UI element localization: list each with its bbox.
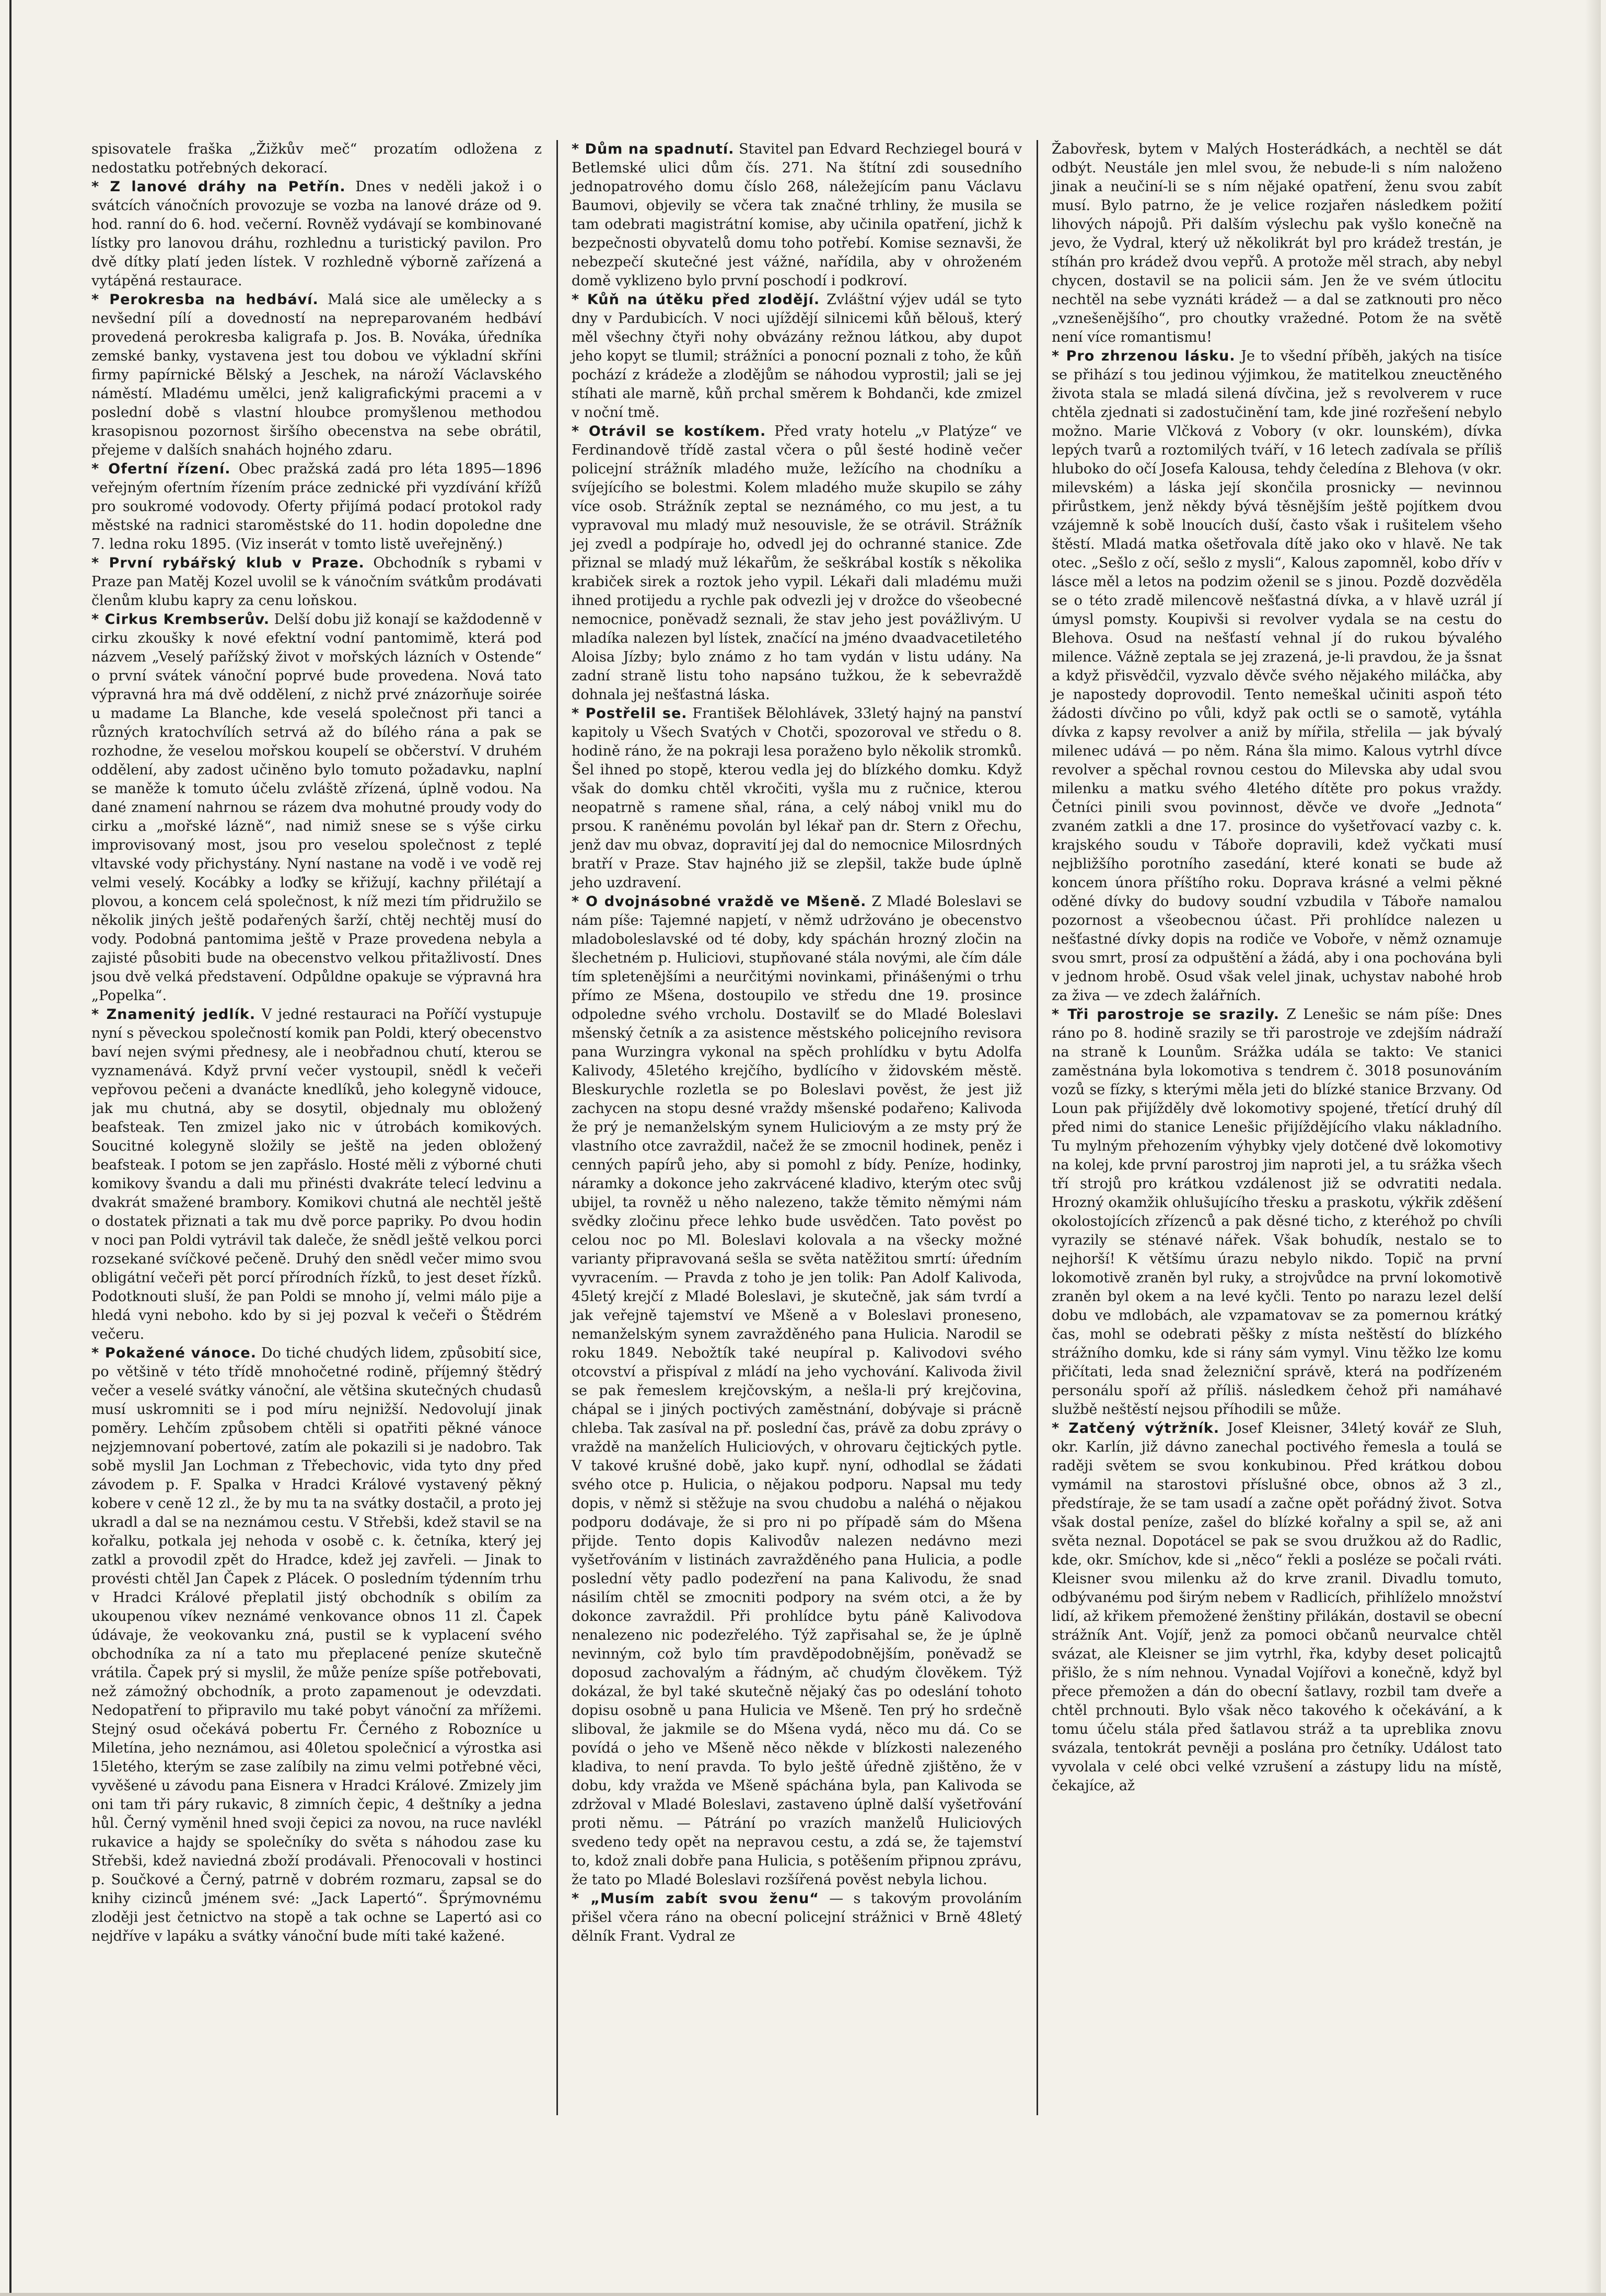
article-paragraph	[1052, 1419, 1502, 1795]
article-paragraph	[1052, 347, 1502, 1005]
article-paragraph	[91, 178, 542, 291]
article-text: Do tiché chudých lidem, způsobití sice, po většině v této třídě mnohočetné rodině, příjemný štědrý večer a veselé svátky vánoční, ale většina skutečných chudasů musí uskromniti se i pod míru nejnižší. Nedovolují jinak poměry. Lehčím způsobem chtěli si opatřiti pěkné vánoce nejzjemnovaní pobertové, zatím ale pokazili si je nadobro. Tak sobě myslil Jan Lochman z Třebechovic, vida tyto dny před závodem p. F. Spalka v Hradci Králové vystavený pěkný kobere v ceně 12 zl., že by mu ta na svátky dostačil, a proto jej ukradl a dal se na neznámou cestu. V Střebši, kdež stavil se na kořalku, potkala jej nehoda v osobě c. k. četníka, který jej zatkl a provodil zpět do Hradce, kdež jej zavřeli. — Jinak to provésti chtěl Jan Čapek z Plácek. O posledním týdenním trhu v Hradci Králové přeplatil jistý obchodník s obilím za ukoupenou víkev neznámé venkovance obnos 11 zl. Čapek údávaje, že veokovanku zná, pustil se k vyplacení svého obchodníka za ní a tato mu přeplacené peníze skutečně vrátila. Čapek prý si myslil, že může peníze spíše potřebovati, než zámožný obchodník, a proto zapamenout je odevzdati. Nedopatření to připravilo mu také pobyt vánoční za mřížemi. Stejný osud očekává pobertu Fr. Černého z Robozníce u Miletína, jeho neznámou, asi 40letou společnicí a výrostka asi 15letého, kterým se zase zalíbily na zimu velmi potřebné věci, vyvěšené u závodu pana Eisnera v Hradci Králové. Zmizely jim oni tam tři páry rukavic, 8 zimních čepic, 4 deštníky a jedna hůl. Černý vyměnil hned svoji čepici za novou, na ruce navlékl rukavice a hajdy se společníky do světa s náhodou zase ku Střebši, kdež naviedná zboží prodávali. Přenocovali v hostinci p. Součkové a Černý, patrně v dobrém rozmaru, zapsal se do knihy cizinců jménem své: „Jack Lapertó“. Šprýmovnému zloději jest četnictvo na stopě a tak ochne se Lapertó asi co nejdříve v lapáku a svátky vánoční bude míti také kažené.	[91, 1345, 542, 1944]
article-paragraph	[572, 704, 1022, 892]
article-heading: * Ofertní řízení.	[91, 461, 231, 477]
article-text: Josef Kleisner, 34letý kovář ze Sluh, okr. Karlín, již dávno zanechal poctivého řemesla a toulá se raději světem se svou konkubinou. Před krátkou dobou vymámil na starostovi příslušné obce, obnos až 3 zl., předstíraje, že se tam usadí a začne opět pořádný život. Sotva však dostal peníze, zašel do blízké kořalny a spil se, až ani světa neznal. Dopotácel se pak se svou družkou až do Radlic, kde, okr. Smíchov, kde si „něco“ řekli a posléze se počali rváti. Kleisner svou milenku až do krve zranil. Divadlu tomuto, odbývanému pod širým nebem v Radlicích, přihlíželo množství lidí, až křikem přemožené ženštiny přilákán, dostavil se obecní strážník Ant. Vojíř, jenž za pomoci občanů neurvalce chtěl svázat, ale Kleisner se jim vytrhl, řka, kdyby deset policajtů přišlo, že s ním nehnou. Vynadal Vojířovi a konečně, když byl přece přemožen a dán do obecní šatlavy, rozbil tam dveře a chtěl prchnouti. Bylo však něco takového k očekávání, a k tomu účelu stála před šatlavou stráž a ta upreblika znovu svázala, tentokrát pevněji a poslána pro četníky. Událost tato vyvolala v celé obci velké vzrušení a zástupy lidu na místě, čekajíce, až	[1052, 1420, 1502, 1794]
page-left-edge	[9, 0, 11, 2296]
article-heading: * Perokresba na hedbáví.	[91, 292, 319, 308]
article-heading: * Pokažené vánoce.	[91, 1345, 257, 1361]
text-columns	[91, 140, 1502, 2115]
article-heading: * Otrávil se kostíkem.	[572, 423, 766, 439]
article-text: Zvláštní výjev udál se tyto dny v Pardubicích. V noci ujíždějí silnicemi kůň bělouš, který měl všechny čtyři nohy obvázány režnou látkou, aby dupot jeho kopyt se tlumil; strážníci a ponocní poznali z toho, že kůň pochází z krádeže a zlodějům se náhodou vyprostil; jali se jej stíhati ale marně, kůň prchal směrem k Bohdanči, kde zmizel v noční tmě.	[572, 292, 1022, 421]
article-heading: * První rybářský klub v Praze.	[91, 555, 365, 571]
column-3	[1037, 140, 1502, 2115]
article-heading: * Zatčený výtržník.	[1052, 1420, 1220, 1436]
article-text: Obchodník s rybami v Praze pan Matěj Kozel uvolil se k vánočním svátkům prodávati členům klubu kapry za cenu loňskou.	[91, 555, 542, 609]
article-heading: * Postřelil se.	[572, 705, 688, 722]
article-paragraph	[91, 460, 542, 554]
article-paragraph	[572, 892, 1022, 1889]
article-text: Je to všední příběh, jakých na tisíce se přihází s tou jedinou výjimkou, že matitelkou zneuctěného života stala se mladá silená dívčina, jež s revolverem v ruce chtěla zjednati si zadostučinění tam, kde jiné rozřešení nebylo možno. Marie Vlčková z Vobory (v okr. lounském), dívka lepých tvarů a roztomilých tváří, v 16 letech zadívala se příliš hluboko do očí Josefa Kalousa, tehdy čeledína z Blehova (v okr. milevském) a láska její skončila prosnicky — nevinnou přirůstkem, jenž někdy bývá těsnějším ještě pojítkem dvou vzájemně k sobě lnoucích duší, často však i rušitelem všeho štěstí. Mladá matka ošetřovala dítě jako oko v hlavě. Ne tak otec. „Sešlo z očí, sešlo z mysli“, Kalous zapomněl, kobo dřív v lásce měl a letos na podzim oženil se s jinou. Pozdě dozvěděla se o této zradě milencově nešťastná dívka, a v hlavě uzrál jí úmysl pomsty. Koupivši si revolver vydala se na cestu do Blehova. Osud na nešťastí vehnal jí do rukou bývalého milence. Vážně zeptala se jej zrazená, je-li pravdou, že ja šsnat a když přisvědčil, vyzvalo děvče svého nějakého miláčka, aby je napostedy doprovodil. Tento nemeškal učiniti aspoň této žádosti dívčino po vůli, když pak octli se o samotě, vytáhla dívka z kapsy revolver a aniž by mířila, střelila — jak bývalý milenec udává — po něm. Rána šla mimo. Kalous vytrhl dívce revolver a spěchal rovnou cestou do Milevska aby udal svou milenku a matku svého 4letého dítěte pro pokus vraždy. Četníci pinili svou povinnost, děvče ve dvoře „Jednota“ zvaném zatkli a dne 17. prosince do vyšetřovací vazby c. k. krajského soudu v Táboře dopravili, kdež vyčkati musí nejbližšího porotního zasedání, které konati se bude až koncem února příštího roku. Doprava krásné a velmi pěkné oděné dívky do budovy soudní vzbudila v Táboře namalou pozornost a všeobecnou účast. Při prohlídce nalezen u nešťastné dívky dopis na rodiče ve Voboře, v němž oznamuje svou smrt, prosí za odpuštění a žádá, aby i ona pochována byli v jednom hrobě. Osud však velel jinak, uchystav nabohé hrob za živa — ve zdech žalářních.	[1052, 348, 1502, 1004]
column-1	[91, 140, 542, 2115]
article-text: spisovatele fraška „Žižkův meč“ prozatím odložena z nedostatku potřebných dekorací.	[91, 141, 542, 176]
article-text: Dnes v neděli jakož i o svátcích vánočních provozuje se vozba na lanové dráze od 9. hod. ranní do 6. hod. večerní. Rovněž vydávají se kombinované lístky pro lanovou dráhu, rozhlednu a turistický pavilon. Pro dvě dítky platí jeden lístek. V rozhledně výborně zařízená a vytápěná restaurace.	[91, 179, 542, 289]
article-text: Malá sice ale umělecky a s nevšední pílí a dovedností na nepreparovaném hedbáví provedená perokresba kaligrafa p. Jos. B. Nováka, úředníka zemské banky, vystavena jest tou dobou ve výkladní skříni firmy papírnické Bělský a Jeschek, na nároží Václavského náměstí. Mladému umělci, jenž kaligrafickými pracemi a v poslední době s vlastní hloubce promyšlenou methodou krasopisnou pozornost širšího obecenstva na sebe obrátil, přejeme v dalších snahách hojného zdaru.	[91, 292, 542, 458]
article-text: Z Lenešic se nám píše: Dnes ráno po 8. hodině srazily se tři parostroje ve zdejším nádraží na straně k Lounům. Srážka udála se takto: Ve stanici zaměstnána byla lokomotiva s tendrem č. 3018 posunováním vozů se fízky, s kterými měla jeti do blízké stanice Brzvany. Od Loun pak přijížděly dvě lokomotivy spojené, třetící druhý díl před nimi do stanice Lenešic přijíždějícího vlaku nákladního. Tu mylným přehozením výhybky vjely dotčené dvě lokomotivy na kolej, kde první parostroj jim naproti jel, a tu srážka všech tří strojů pro krátkou vzdálenost již se odvratiti nedala. Hrozný okamžik ohlušujícího třesku a praskotu, výkřik zděšení okolostojících zřízenců a pak děsné ticho, z kteréhož po chvíli vyrazily se sténavé nářek. Však bohudík, nestalo se to nejhorší! K většímu úrazu nebylo nikdo. Topič na první lokomotivě zraněn byl ruky, a strojvůdce na první lokomotivě zraněn byl okem a na levé kyčli. Tento po narazu lezel delší dobu ve mdlobách, ale vzpamatovav se za pomernou krátký čas, mohl se odebrati pěšky z místa neštěstí do blízkého strážního domku, kde si rány sám vymyl. Vinu těžko lze komu přičítati, leda snad železniční správě, která na podřízeném personálu spoří až příliš. následkem čehož při namáhavé službě neštěstí nejsou příhodili se může.	[1052, 1006, 1502, 1418]
article-text: Obec pražská zadá pro léta 1895—1896 veřejným ofertním řízením práce zednické při vyzdívání křížů pro soukromé vodovody. Oferty přijímá podací protokol rady městské na radnici staroměstské do 11. hodin dopoledne dne 7. ledna roku 1895. (Viz inserát v tomto listě uveřejněný.)	[91, 461, 542, 552]
article-paragraph	[91, 291, 542, 460]
article-text: — s takovým provoláním přišel včera ráno na obecní policejní strážnici v Brně 48letý dělník Frant. Vydral ze	[572, 1891, 1022, 1944]
page-right-edge	[1585, 0, 1601, 2296]
article-paragraph	[91, 140, 542, 178]
article-heading: * O dvojnásobné vraždě ve Mšeně.	[572, 894, 867, 910]
article-paragraph	[91, 610, 542, 1005]
article-paragraph	[91, 554, 542, 610]
article-paragraph	[572, 291, 1022, 422]
article-text: V jedné restauraci na Poříčí vystupuje nyní s pěveckou společností komik pan Poldi, který obecenstvo baví nejen svými přednesy, ale i neobřadnou chutí, kterou se vyznamenává. Když první večer vystoupil, snědl k večeři vepřovou pečeni a dvanácte knedlíků, jeho kolegyně vidouce, jak mu chutná, aby se dosytil, objednaly mu obložený beafsteak. Ten zmizel jako nic v útrobách komikových. Soucitné kolegyně složily se ještě na jeden obložený beafsteak. I potom se jen zapřáslo. Hosté měli z výborné chuti komikovy švandu a dali mu přinésti dvakráte telecí ledvinu a dvakrát smažené brambory. Komikovi chutná ale nechtěl ještě o dostatek přiznati a tak mu dvě porce papriky. Po dvou hodin v noci pan Poldi vytrávil tak daleče, že snědl ještě velkou porci rozsekané svíčkové pečeně. Druhý den snědl večer mimo svou obligátní večeři pět porcí přírodních řízků, to jest deset řízků. Podotknouti sluší, že pan Poldi se mnoho jí, velmi málo pije a hledá vyni neboho. kdo by si jej pozval k večeři o Štědrém večeru.	[91, 1006, 542, 1342]
article-text: Delší dobu již konají se každodenně v cirku zkoušky k nové efektní vodní pantomimě, která pod názvem „Veselý pařížský život v mořských lázních v Ostende“ o první svátek vánoční poprvé bude provedena. Nová tato výpravná hra má dvě oddělení, z nichž prvé znázorňuje soirée u madame La Blanche, kde veselá společnost při tanci a různých kratochvílích setrvá až do bílého rána a pak se rozhodne, že veselou mořskou koupelí se občerství. V druhém oddělení, aby zadost učiněno bylo tomuto požadavku, naplní se maněže k tomuto účelu zvláště zřízená, úplně vodou. Na dané znamení nahrnou se rázem dva mohutné proudy vody do cirku a „mořské lázně“, nad nimiž snese se s výše cirku improvisovaný most, jsou pro veselou společnost z teplé vltavské vody přichystány. Nyní nastane na vodě i ve vodě rej velmi veselý. Kocábky a loďky se křižují, kachny přilétají a plovou, a koncem celá společnost, k níž mezi tím přidružilo se několik jiných ještě podařených šarží, chtěj nechtěj musí do vody. Podobná pantomima ještě v Praze provedena nebyla a zajisté působiti bude na obecenstvo velkou přitažlivostí. Dnes jsou dvě velká představení. Odpůldne opakuje se výpravná hra „Popelka“.	[91, 611, 542, 1004]
article-paragraph	[91, 1005, 542, 1344]
article-heading: * „Musím zabít svou ženu“	[572, 1891, 819, 1907]
article-text: Před vraty hotelu „v Platýze“ ve Ferdinandově třídě zastal včera o půl šesté hodině večer policejní strážník mladého muže, ležícího na chodníku a svíjejícího se bolestmi. Kolem mladého muže skupilo se záhy více osob. Strážník zeptal se neznámého, co mu jest, a tu vypravoval mu mladý muž nesouvisle, že se otrávil. Strážník jej zvedl a podpíraje ho, odvedl jej do ochranné stanice. Zde přiznal se mladý muž lékařům, že seškrábal kostík s několika krabiček sirek a roztok jeho vypil. Lékaři dali mladému muži ihned protijedu a rychle pak odvezli jej v drožce do všeobecné nemocnice, poněvadž seznali, že stav jeho jest povážlivým. U mladíka nalezen byl lístek, značící na jméno dvaadvacetiletého Aloisa Jízby; bylo známo z ho tam vydán v listu udány. Na zadní straně listu toho napsáno tužkou, že k sebevraždě dohnala jej nešťastná láska.	[572, 423, 1022, 703]
article-text: František Bělohlávek, 33letý hajný na panství kapitoly u Všech Svatých v Chotči, spozoroval ve středu o 8. hodině ráno, že na pokraji lesa poraženo bylo několik stromků. Šel ihned po stopě, kterou vedla jej do blízkého domku. Když však do domku chtěl vkročiti, vyšla mu z ručnice, kterou neopatrně s ramene sňal, rána, a celý náboj vnikl mu do prsou. K raněnému povolán byl lékař pan dr. Stern z Ořechu, jenž dav mu obvaz, dopravití jej dal do nemocnice Milosrdných bratří v Praze. Stav hajného již se zlepšil, takže bude úplně jeho uzdravení.	[572, 705, 1022, 891]
article-paragraph	[572, 1889, 1022, 1946]
page-bottom-edge	[0, 2293, 1606, 2296]
article-heading: * Dům na spadnutí.	[572, 141, 735, 157]
article-heading: * Pro zhrzenou lásku.	[1052, 348, 1236, 364]
article-heading: * Znamenitý jedlík.	[91, 1006, 256, 1023]
article-heading: * Kůň na útěku před zlodějí.	[572, 292, 820, 308]
column-2	[556, 140, 1022, 2115]
article-paragraph	[572, 422, 1022, 704]
article-heading: * Tři parostroje se srazily.	[1052, 1006, 1279, 1023]
article-paragraph	[572, 140, 1022, 291]
article-paragraph	[1052, 1005, 1502, 1419]
article-paragraph	[1052, 140, 1502, 347]
article-heading: * Z lanové dráhy na Petřín.	[91, 179, 346, 195]
article-text: Z Mladé Boleslavi se nám píše: Tajemné napjetí, v němž udržováno je obecenstvo mladoboleslavské od té doby, kdy spáchán hrozný zločin na šlechetném p. Huliciovi, stupňované stála novými, ale čím dále tím spletenějšími a neurčitými novinkami, přinášenými o trhu přímo ze Mšena, dostoupilo ve středu dne 19. prosince odpoledne svého vrcholu. Dostavilť se do Mladé Boleslavi mšenský četník a za asistence městského policejního revisora pana Wurzingra vykonal na spěch prohlídku v bytu Adolfa Kalivody, 45letého krejčího, bydlícího v židovském městě. Bleskurychle rozletla se po Boleslavi pověst, že jest již zachycen na stopu desné vraždy mšenské podařeno; Kalivoda že prý je nemanželským synem Huliciovým a ze msty prý že vlastního otce zavraždil, načež že se zmocnil hodinek, peněz i cenných papírů jeho, aby si pomohl z bídy. Peníze, hodinky, náramky a dokonce jeho zakrvácené kladivo, kterým otec svůj ubijel, ta rovněž u něho nalezeno, takže těmito němými nám svědky zločinu přece lehko bude usvědčen. Tato pověst po celou noc po Ml. Boleslavi kolovala a na všecky možné varianty připravovaná sešla se světa natěžitou smrtí: úředním vyvracením. — Pravda z toho je jen tolik: Pan Adolf Kalivoda, 45letý krejčí z Mladé Boleslavi, je skutečně, jak sám tvrdí a jak veřejně tajemství ve Mšeně a v Boleslavi proneseno, nemanželským synem zavražděného pana Hulicia. Narodil se roku 1849. Nebožtík také neupíral p. Kalivodovi svého otcovství a přispíval z mládí na jeho vychování. Kalivoda živil se pak řemeslem krejčovským, a nešla-li prý krejčovina, chápal se i jiných poctivých zaměstnání, dobývaje si prácně chleba. Tak zasíval na př. poslední čas, právě za dobu zprávy o vraždě na manželích Huliciových, v ohrovaru čejtických pytle. V takové krušné době, jako kupř. nyní, odhodlal se žádati svého otce p. Hulicia, o nějakou podporu. Napsal mu tedy dopis, v němž si stěžuje na svou chudobu a naléhá o nějakou podporu dodávaje, že si pro ni po případě sám do Mšena přijde. Tento dopis Kalivodův nalezen nedávno mezi vyšetřováním v listinách zavražděného pana Hulicia, a podle poslední věty padlo podezření na pana Kalivodu, že snad násilím chtěl se zmocniti podpory na svém otci, a že by dokonce zavraždil. Při prohlídce bytu páně Kalivodova nenalezeno nic podezřelého. Týž zapřisahal se, že je úplně nevinným, což bylo tím pravděpodobnějším, poněvadž se doposud zachovalým a řádným, ač chudým člověkem. Týž dokázal, že byl také skutečně nějaký čas po odeslání tohoto dopisu osobně u pana Hulicia ve Mšeně. Ten prý ho srdečně sliboval, že jakmile se do Mšena vydá, něco mu dá. Co se povídá o jeho ve Mšeně něco někde v blízkosti nalezeného kladiva, to není pravda. To bylo ještě úředně zjištěno, že v dobu, kdy vražda ve Mšeně spáchána byla, pan Kalivoda se zdržoval v Mladé Boleslavi, zastaveno úplně další vyšetřování proti němu. — Pátrání po vrazích manželů Huliciových svedeno tedy opět na nepravou cestu, a zdá se, že tajemství to, kdož znali dobře pana Hulicia, s potěšením připnou zprávu, že tato po Mladé Boleslavi rozšířená pověst nebyla lichou.	[572, 894, 1022, 1888]
article-text: Stavitel pan Edvard Rechziegel bourá v Betlemské ulici dům čís. 271. Na štítní zdi sousedního jednopatrového domu číslo 268, náležejícím panu Václavu Baumovi, objevily se včera tak značné trhliny, že musila se tam odebrati magistrátní komise, aby učinila opatření, jichž k bezpečnosti obyvatelů domu toho potřebí. Komise seznavši, že nebezpečí skutečné jest vážné, nařídila, aby v ohroženém domě vyklizeno bylo první poschodí i podkroví.	[572, 141, 1022, 289]
article-heading: * Cirkus Krembserův.	[91, 611, 270, 628]
article-paragraph	[91, 1344, 542, 1946]
article-text: Žabovřesk, bytem v Malých Hosterádkách, a nechtěl se dát odbýt. Neustále jen mlel svou, že nebude-li s ním naloženo jinak a neučiní-li se s ním nějaké opatření, ženu svou zabít musí. Bylo patrno, že je velice rozjařen následkem požití lihových nápojů. Při dalším výslechu pak vyšlo konečně na jevo, že Vydral, který už několikrát byl pro krádež trestán, je stíhán pro krádež dvou vepřů. A protože měl strach, aby nebyl chycen, dostavil se na policii sám. Jen že ve svém útlocitu nechtěl na sebe vyznáti krádež — a dal se zatknouti pro něco „vznešenějšího“, pro choutky vražedné. Potom že na světě není více romantismu!	[1052, 141, 1502, 345]
